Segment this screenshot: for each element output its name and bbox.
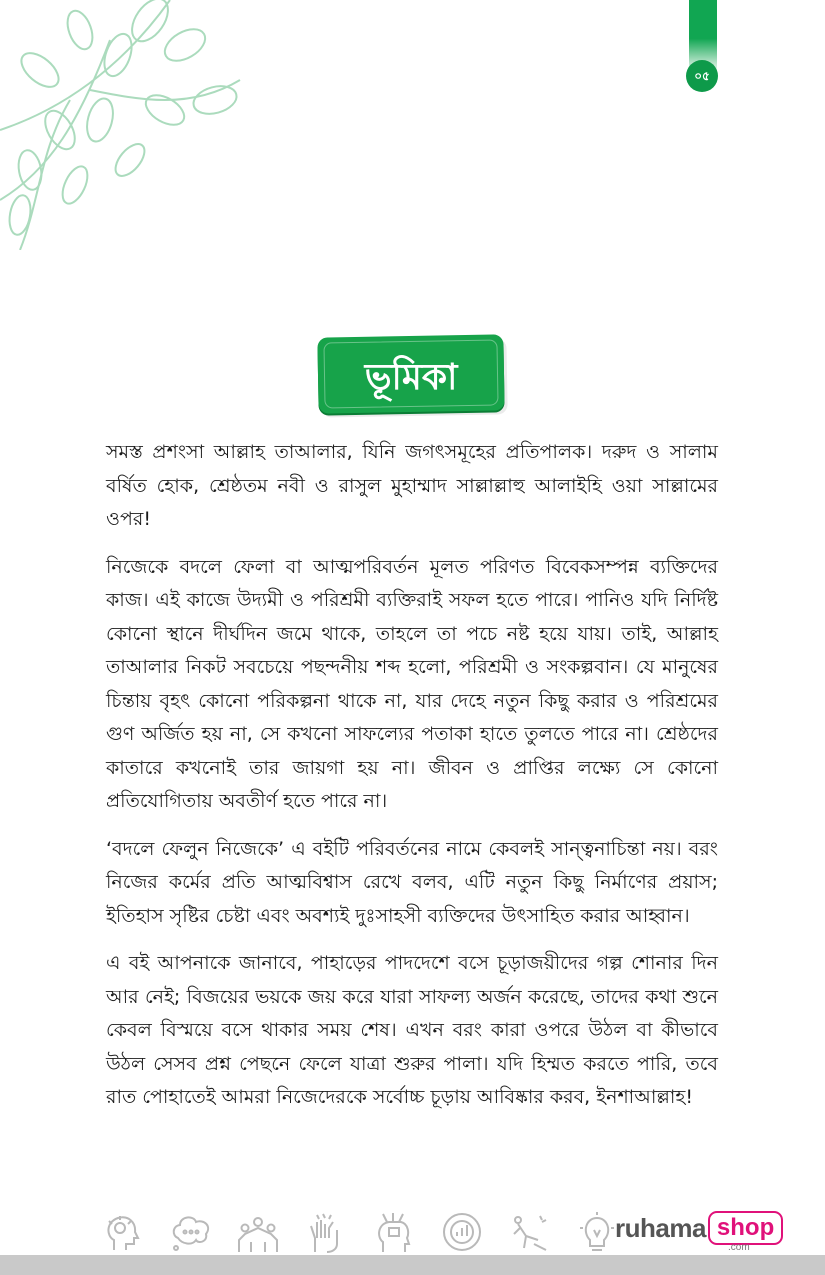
brand-logo [615,1208,783,1248]
achievement-icon [506,1210,552,1256]
brand-domain: .com [728,1242,750,1253]
paragraph: নিজেকে বদলে ফেলা বা আত্মপরিবর্তন মূলত পরিণত বিবেকসম্পন্ন ব্যক্তিদের কাজ। এই কাজে উদ্যমী ও পরিশ্রমী ব্যক্তিরাই সফল হতে পারে। পানিও যদি নির্দিষ্ট কোনো স্থানে দীর্ঘদিন জমে থাকে, তাহলে তা পচে নষ্ট হয়ে যায়। তাই, আল্লাহ তাআলার নিকট সবচেয়ে পছন্দনীয় শব্দ হলো, পরিশ্রমী ও সংকল্পবান। যে মানুষের চিন্তায় বৃহৎ কোনো পরিকল্পনা থাকে না, যার দেহে নতুন কিছু করার ও পরিশ্রমের গুণ অর্জিত হয় না, সে কখনো সাফল্যের পতাকা হাতে তুলতে পারে না। শ্রেষ্ঠদের কাতারে কখনোই তার জায়গা হয় না। জীবন ও প্রাপ্তির লক্ষ্যে সে কোনো প্রতিযোগিতায় অবতীর্ণ হতে পারে না। [106,555,718,812]
lightbulb-icon [574,1210,620,1256]
teamwork-icon [235,1210,281,1256]
page-number: ০৫ [686,60,718,92]
footer-icon-row [100,1205,620,1261]
title-badge [317,334,504,413]
paragraph: এ বই আপনাকে জানাবে, পাহাড়ের পাদদেশে বসে চূড়াজয়ীদের গল্প শোনার দিন আর নেই; বিজয়ের ভয়কে জয় করে যারা সাফল্য অর্জন করেছে, তাদের কথা শুনে কেবল বিস্ময়ে বসে থাকার সময় শেষ। এখন বরং কারা ওপরে উঠল বা কীভাবে উঠল সেসব প্রশ্ন পেছনে ফেলে যাত্রা শুরুর পালা। যদি হিম্মত করতে পারি, তবে রাত পোহাতেই আমরা নিজেদেরকে সর্বোচ্চ চূড়ায় আবিষ্কার করব, ইনশাআল্লাহ! [106,952,718,1108]
body-text [106,436,718,1129]
brand-name-right: shop [708,1211,783,1245]
thought-bubble-icon [168,1210,214,1256]
raised-hands-icon [303,1210,349,1256]
footer-band [0,1255,825,1275]
brand-name-left: ruhama [615,1212,706,1243]
idea-head-icon [100,1210,146,1256]
creative-head-icon [371,1210,417,1256]
growth-head-icon [439,1210,485,1256]
page-title: ভূমিকা [364,356,458,398]
paragraph: সমস্ত প্রশংসা আল্লাহ তাআলার, যিনি জগৎসমূহের প্রতিপালক। দরুদ ও সালাম বর্ষিত হোক, শ্রেষ্ঠতম নবী ও রাসুল মুহাম্মাদ সাল্লাল্লাহু আলাইহি ওয়া সাল্লামের ওপর! [106,441,718,530]
paragraph: ‘বদলে ফেলুন নিজেকে’ এ বইটি পরিবর্তনের নামে কেবলই সান্ত্বনাচিন্তা নয়। বরং নিজের কর্মের প্রতি আত্মবিশ্বাস রেখে বলব, এটি নতুন কিছু নির্মাণের প্রয়াস; ইতিহাস সৃষ্টির চেষ্টা এবং অবশ্যই দুঃসাহসী ব্যক্তিদের উৎসাহিত করার আহ্বান। [106,837,718,927]
leaf-branch-decoration [0,0,260,250]
